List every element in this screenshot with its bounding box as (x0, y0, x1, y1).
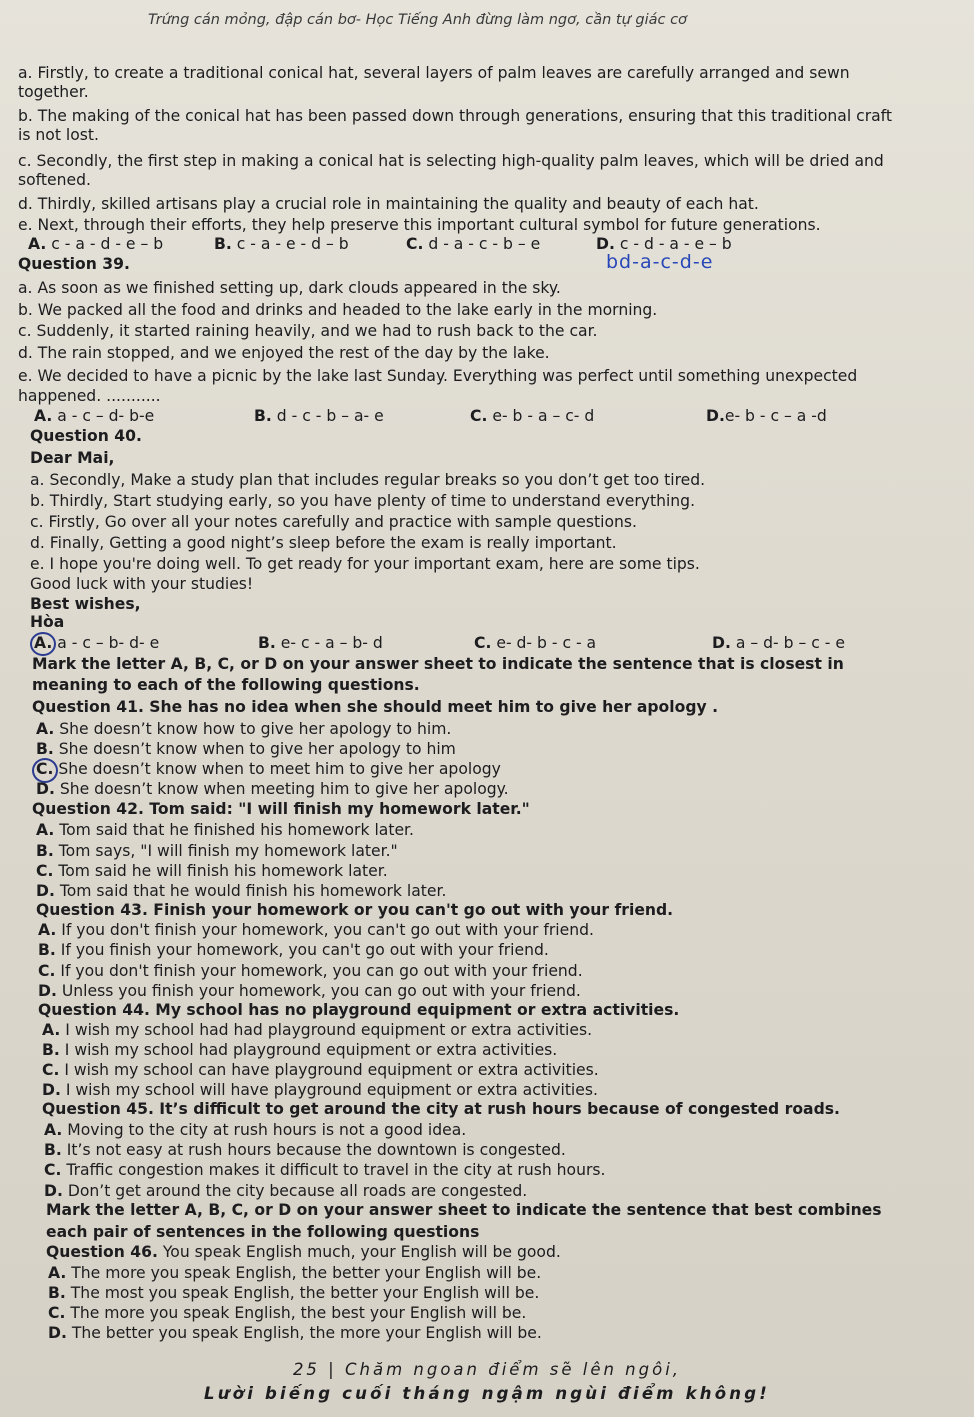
option-letter: C. (38, 962, 56, 980)
q46-option-c[interactable] (48, 1303, 526, 1323)
page-header: Trứng cán mỏng, đập cán bơ- Học Tiếng Anh đừng làm ngơ, cần tự giác cơ (148, 12, 687, 28)
option-letter: D. (596, 235, 615, 253)
option-text: c - a - d - e – b (51, 235, 164, 253)
option-letter: B. (42, 1041, 60, 1059)
option-letter: A. (48, 1264, 67, 1282)
q46-option-b[interactable] (48, 1283, 539, 1303)
q43-option-c[interactable] (38, 961, 583, 981)
q38-sentence-c: c. Secondly, the first step in making a conical hat is selecting high-quality palm leaves, which will be dried and (18, 152, 884, 170)
option-letter: B. (38, 941, 56, 959)
q41-option-d[interactable] (36, 779, 509, 799)
q44-option-d[interactable] (42, 1080, 598, 1100)
q41-option-a[interactable] (36, 719, 451, 739)
q42-option-b[interactable] (36, 841, 398, 861)
option-text: I wish my school will have playground equipment or extra activities. (65, 1081, 598, 1099)
option-text: Tom said he will finish his homework later. (58, 862, 388, 880)
option-text: The most you speak English, the better your English will be. (70, 1284, 540, 1302)
option-letter: D. (706, 407, 725, 425)
option-letter: B. (48, 1284, 66, 1302)
option-letter: C. (406, 235, 424, 253)
option-letter: C. (44, 1161, 62, 1179)
q39-sentence-a: a. As soon as we finished setting up, dark clouds appeared in the sky. (18, 279, 561, 297)
q40-greeting: Dear Mai, (30, 449, 115, 467)
q45-title: Question 45. It’s difficult to get around the city at rush hours because of congested roads. (42, 1100, 840, 1118)
q40-sentence-c: c. Firstly, Go over all your notes carefully and practice with sample questions. (30, 513, 637, 531)
instruction-closest-meaning: Mark the letter A, B, C, or D on your answer sheet to indicate the sentence that is closest in (32, 655, 844, 673)
q40-signature: Hòa (30, 613, 65, 631)
option-letter: C. (470, 407, 488, 425)
q38-sentence-d: d. Thirdly, skilled artisans play a crucial role in maintaining the quality and beauty of each hat. (18, 195, 759, 213)
q40-sentence-d: d. Finally, Getting a good night’s sleep before the exam is really important. (30, 534, 617, 552)
q40-option-c[interactable] (474, 633, 596, 653)
option-text: Tom said that he finished his homework later. (59, 821, 414, 839)
option-text: Don’t get around the city because all roads are congested. (67, 1182, 528, 1200)
option-text: c - a - e - d – b (236, 235, 349, 253)
option-letter: C. (36, 862, 54, 880)
q45-option-d[interactable] (44, 1181, 527, 1201)
q40-title: Question 40. (30, 427, 142, 445)
q42-option-c[interactable] (36, 861, 388, 881)
option-text: Unless you finish your homework, you can go out with your friend. (61, 982, 581, 1000)
q39-option-a[interactable] (34, 406, 154, 426)
option-letter: B. (254, 407, 272, 425)
q44-option-a[interactable] (42, 1020, 592, 1040)
q44-option-c[interactable] (42, 1060, 599, 1080)
q42-option-a[interactable] (36, 820, 414, 840)
q40-sentence-b: b. Thirdly, Start studying early, so you have plenty of time to understand everything. (30, 492, 696, 510)
option-text: d - a - c - b – e (428, 235, 541, 253)
q46-title-label: Question 46. (46, 1243, 158, 1261)
q43-option-d[interactable] (38, 981, 581, 1001)
q38-sentence-a-cont: together. (18, 83, 89, 101)
option-letter: A. (28, 235, 47, 253)
option-letter: A. (38, 921, 57, 939)
option-letter: D. (38, 982, 57, 1000)
q40-closing-wishes: Best wishes, (30, 595, 141, 613)
q40-sentence-e: e. I hope you're doing well. To get ready for your important exam, here are some tips. (30, 555, 700, 573)
q38-sentence-a: a. Firstly, to create a traditional conical hat, several layers of palm leaves are carefully arranged and sewn (18, 64, 850, 82)
q44-option-b[interactable] (42, 1040, 557, 1060)
instruction-closest-meaning-cont: meaning to each of the following questions. (32, 676, 420, 694)
q38-sentence-e: e. Next, through their efforts, they help preserve this important cultural symbol for future generations. (18, 216, 821, 234)
option-text: The more you speak English, the best your English will be. (70, 1304, 527, 1322)
option-text: It’s not easy at rush hours because the downtown is congested. (66, 1141, 566, 1159)
option-letter: D. (36, 882, 55, 900)
q39-sentence-e: e. We decided to have a picnic by the lake last Sunday. Everything was perfect until something unexpected (18, 367, 858, 385)
q39-sentence-c: c. Suddenly, it started raining heavily, and we had to rush back to the car. (18, 322, 598, 340)
option-text: Traffic congestion makes it difficult to travel in the city at rush hours. (66, 1161, 606, 1179)
option-text: If you finish your homework, you can't go out with your friend. (60, 941, 549, 959)
option-text: She doesn’t know when to meet him to give her apology (58, 760, 501, 778)
instruction-combine-sentences: Mark the letter A, B, C, or D on your answer sheet to indicate the sentence that best combines (46, 1201, 882, 1219)
option-letter: D. (36, 780, 55, 798)
option-text: The better you speak English, the more your English will be. (71, 1324, 542, 1342)
option-text: I wish my school can have playground equipment or extra activities. (64, 1061, 599, 1079)
q39-handwritten-answer: bd-a-c-d-e (606, 251, 714, 273)
q43-option-a[interactable] (38, 920, 594, 940)
footer-page-slogan: 25 | Chăm ngoan điểm sẽ lên ngôi, (292, 1360, 682, 1379)
q41-option-c[interactable] (36, 759, 501, 779)
q38-sentence-b: b. The making of the conical hat has been passed down through generations, ensuring that this traditional craft (18, 107, 893, 125)
q43-title: Question 43. Finish your homework or you can't go out with your friend. (36, 901, 674, 919)
option-text: e- b - a – c- d (492, 407, 595, 425)
q39-sentence-e-cont: happened. ........... (18, 387, 161, 405)
option-letter: C. (36, 760, 54, 778)
q41-option-b[interactable] (36, 739, 456, 759)
option-text: c - d - a - e – b (619, 235, 732, 253)
option-text: She doesn’t know how to give her apology to him. (59, 720, 452, 738)
q39-sentence-b: b. We packed all the food and drinks and headed to the lake early in the morning. (18, 301, 658, 319)
q40-option-d[interactable] (712, 633, 845, 653)
option-letter: D. (712, 634, 731, 652)
q40-option-b[interactable] (258, 633, 383, 653)
option-text: She doesn’t know when meeting him to give her apology. (59, 780, 509, 798)
q38-option-b[interactable] (214, 234, 349, 254)
option-letter: A. (34, 634, 53, 652)
option-text: e- b - c – a -d (724, 407, 827, 425)
option-letter: C. (474, 634, 492, 652)
q40-sentence-a: a. Secondly, Make a study plan that includes regular breaks so you don’t get too tired. (30, 471, 706, 489)
q39-option-b[interactable] (254, 406, 384, 426)
option-text: Tom says, "I will finish my homework later." (58, 842, 398, 860)
q38-option-a[interactable] (28, 234, 163, 254)
option-letter: B. (36, 740, 54, 758)
option-letter: D. (42, 1081, 61, 1099)
q45-option-a[interactable] (44, 1120, 466, 1140)
q46-title (46, 1242, 561, 1262)
q42-title: Question 42. Tom said: "I will finish my homework later." (32, 800, 530, 818)
q46-title-text: You speak English much, your English will be good. (157, 1243, 561, 1261)
q41-title: Question 41. She has no idea when she should meet him to give her apology . (32, 698, 719, 716)
q43-option-b[interactable] (38, 940, 549, 960)
option-letter: B. (44, 1141, 62, 1159)
option-text: e- d- b - c - a (496, 634, 597, 652)
q44-title: Question 44. My school has no playground equipment or extra activities. (38, 1001, 680, 1019)
q38-sentence-c-cont: softened. (18, 171, 91, 189)
footer-motto: Lười biếng cuối tháng ngậm ngùi điểm không! (204, 1384, 770, 1403)
option-text: a – d- b – c - e (735, 634, 845, 652)
q39-sentence-d: d. The rain stopped, and we enjoyed the rest of the day by the lake. (18, 344, 550, 362)
option-text: a - c – d- b-e (57, 407, 155, 425)
q39-option-c[interactable] (470, 406, 594, 426)
q38-sentence-b-cont: is not lost. (18, 126, 99, 144)
q45-option-c[interactable] (44, 1160, 605, 1180)
option-letter: A. (44, 1121, 63, 1139)
option-text: e- c - a – b- d (280, 634, 383, 652)
q39-option-d[interactable] (706, 406, 827, 426)
option-text: I wish my school had playground equipment or extra activities. (64, 1041, 558, 1059)
q46-option-a[interactable] (48, 1263, 541, 1283)
option-text: She doesn’t know when to give her apology to him (58, 740, 456, 758)
option-text: Tom said that he would finish his homework later. (59, 882, 447, 900)
option-text: a - c – b- d- e (57, 634, 160, 652)
q38-option-c[interactable] (406, 234, 540, 254)
option-letter: B. (36, 842, 54, 860)
q42-option-d[interactable] (36, 881, 446, 901)
option-letter: A. (36, 821, 55, 839)
option-letter: A. (34, 407, 53, 425)
option-text: The more you speak English, the better your English will be. (71, 1264, 542, 1282)
q40-option-a[interactable] (34, 633, 159, 653)
option-letter: B. (214, 235, 232, 253)
option-letter: D. (48, 1324, 67, 1342)
option-letter: C. (42, 1061, 60, 1079)
option-text: If you don't finish your homework, you can go out with your friend. (60, 962, 583, 980)
option-letter: A. (36, 720, 55, 738)
q40-closing-luck: Good luck with your studies! (30, 575, 254, 593)
option-text: d - c - b – a- e (276, 407, 384, 425)
instruction-combine-sentences-cont: each pair of sentences in the following questions (46, 1223, 480, 1241)
option-letter: A. (42, 1021, 61, 1039)
q45-option-b[interactable] (44, 1140, 566, 1160)
option-letter: D. (44, 1182, 63, 1200)
option-text: If you don't finish your homework, you can't go out with your friend. (61, 921, 594, 939)
option-letter: C. (48, 1304, 66, 1322)
option-text: I wish my school had had playground equipment or extra activities. (65, 1021, 593, 1039)
q46-option-d[interactable] (48, 1323, 542, 1343)
option-letter: B. (258, 634, 276, 652)
q39-title: Question 39. (18, 255, 130, 273)
option-text: Moving to the city at rush hours is not a good idea. (67, 1121, 467, 1139)
